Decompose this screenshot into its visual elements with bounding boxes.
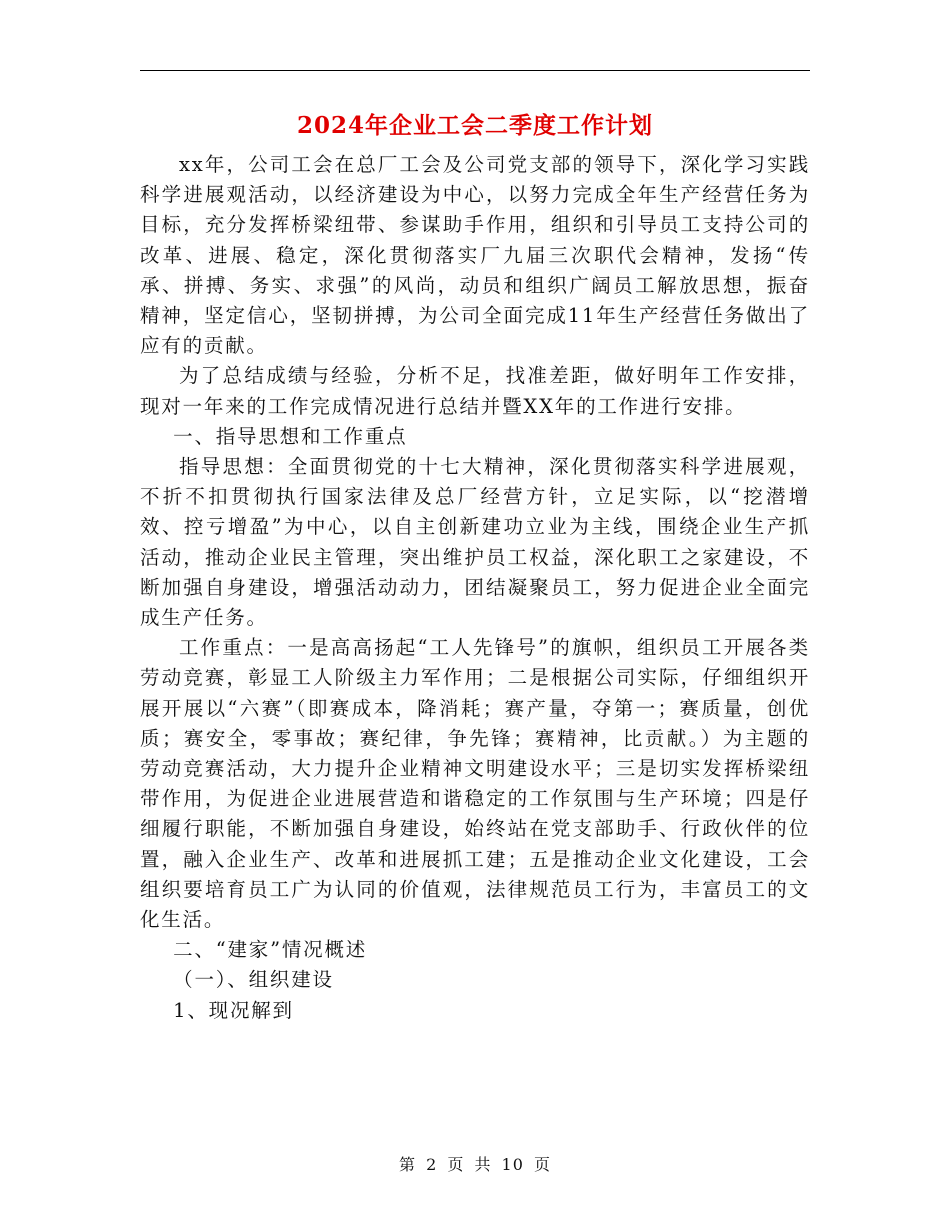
paragraph-purpose: 为了总结成绩与经验，分析不足，找准差距，做好明年工作安排，现对一年来的工作完成情况进行总结并暨XX年的工作进行安排。 xyxy=(140,364,810,418)
page-number: 第 2 页 共 10 页 xyxy=(399,1155,551,1174)
document-title: 2024年企业工会二季度工作计划 xyxy=(296,112,653,139)
paragraph-intro: xx年，公司工会在总厂工会及公司党支部的领导下，深化学习实践科学进展观活动，以经济建设为中心，以努力完成全年生产经营任务为目标，充分发挥桥梁纽带、参谋助手作用，组织和引导员工支持公司的改革、进展、稳定，深化贯彻落实厂九届三次职代会精神，发扬“传承、拼搏、务实、求强”的风尚，动员和组织广阔员工解放思想，振奋精神，坚定信心，坚韧拼搏，为公司全面完成11年生产经营任务做出了应有的贡献。 xyxy=(140,153,810,358)
section-heading-2: 二、“建家”情况概述 xyxy=(173,938,368,962)
paragraph-work-focus: 工作重点：一是高高扬起“工人先锋号”的旗帜，组织员工开展各类劳动竞赛，彰显工人阶级主力军作用；二是根据公司实际，仔细组织开展开展以“六赛”（即赛成本，降消耗；赛产量，夺第一；赛质量，创优质；赛安全，零事故；赛纪律，争先锋；赛精神，比贡献。）为主题的劳动竞赛活动，大力提升企业精神文明建设水平；三是切实发挥桥梁纽带作用，为促进企业进展营造和谐稳定的工作氛围与生产环境；四是仔细履行职能，不断加强自身建设，始终站在党支部助手、行政伙伴的位置，融入企业生产、改革和进展抓工建；五是推动企业文化建设，工会组织要培育员工广为认同的价值观，法律规范员工行为，丰富员工的文化生活。 xyxy=(140,636,810,932)
list-item-heading: 1、现况解到 xyxy=(173,998,294,1022)
subsection-heading: （一）、组织建设 xyxy=(173,968,334,992)
paragraph-guiding-thought: 指导思想：全面贯彻党的十七大精神，深化贯彻落实科学进展观，不折不扣贯彻执行国家法律及总厂经营方针，立足实际，以“挖潜增效、控亏增盈”为中心，以自主创新建功立业为主线，围绕企业生产抓活动，推动企业民主管理，突出维护员工权益，深化职工之家建设，不断加强自身建设，增强活动动力，团结凝聚员工，努力促进企业全面完成生产任务。 xyxy=(140,455,810,630)
header-rule xyxy=(140,70,810,71)
document-body xyxy=(140,150,810,1026)
section-heading-1: 一、指导思想和工作重点 xyxy=(173,424,408,448)
